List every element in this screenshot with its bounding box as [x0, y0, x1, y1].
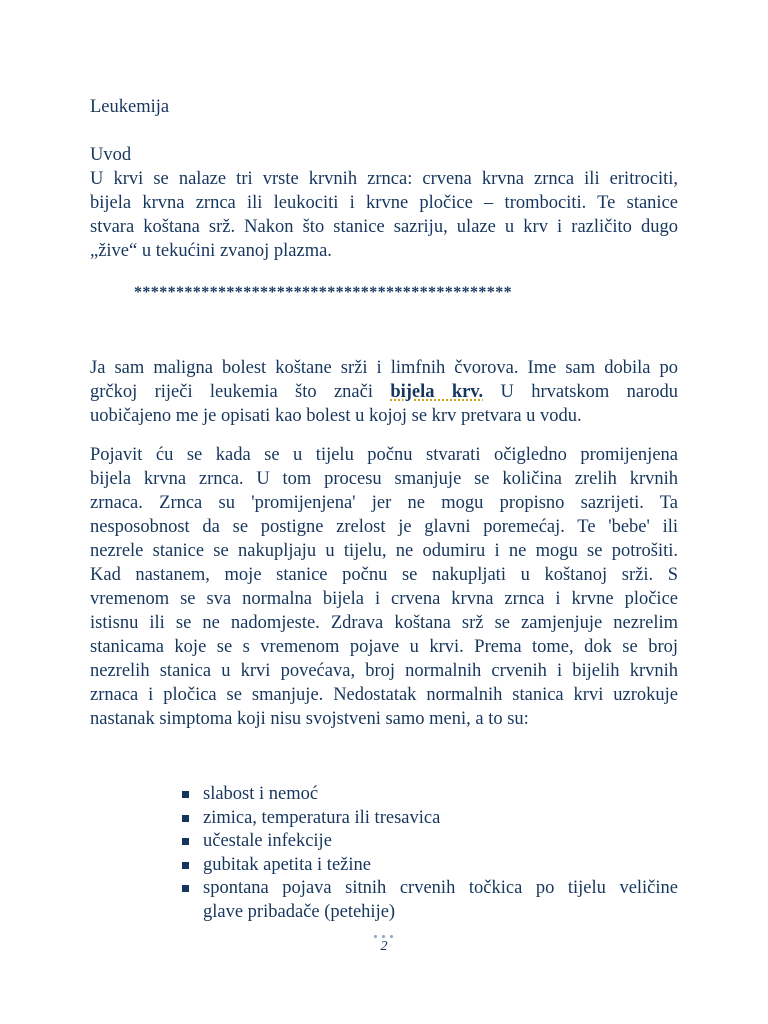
- section-separator: *********************************************: [134, 284, 512, 301]
- square-bullet-icon: [182, 791, 189, 798]
- square-bullet-icon: [182, 885, 189, 892]
- intro-line: stvara koštana srž. Nakon što stanice sazriju, ulaze u krv i različito dugo: [90, 217, 678, 237]
- square-bullet-icon: [182, 815, 189, 822]
- paragraph-line: nastanak simptoma koji nisu svojstveni samo meni, a to su:: [90, 709, 529, 729]
- list-item-text: slabost i nemoć: [203, 784, 319, 804]
- paragraph-line: stanicama koje se s vremenom pojave u krvi. Prema tome, dok se broj: [90, 637, 678, 657]
- intro-line: U krvi se nalaze tri vrste krvnih zrnca: crvena krvna zrnca ili eritrociti,: [90, 169, 678, 189]
- list-item-text: glave pribadače (petehije): [203, 901, 396, 922]
- intro-paragraph: [90, 167, 678, 263]
- emphasis-bijela-krv: bijela krv.: [390, 382, 484, 402]
- paragraph-line-with-emphasis: [90, 380, 678, 404]
- paragraph-one: [90, 356, 678, 428]
- paragraph-line: Kad nastanem, moje stanice počnu se nakupljati u koštanoj srži. S: [90, 565, 678, 585]
- list-item-text: zimica, temperatura ili tresavica: [203, 807, 441, 828]
- list-item: [180, 877, 678, 924]
- paragraph-line: nesposobnost da se postigne zrelost je glavni poremećaj. Te 'bebe' ili: [90, 517, 678, 537]
- paragraph-line: Ja sam maligna bolest koštane srži i limfnih čvorova. Ime sam dobila po: [90, 358, 678, 378]
- list-item-text: učestale infekcije: [203, 831, 332, 852]
- list-item: [180, 830, 678, 854]
- list-item: [180, 783, 678, 807]
- symptom-list: [180, 783, 678, 925]
- paragraph-line: zrnaca. Zrnca su 'promijenjena' jer ne mogu propisno sazrijeti. Ta: [90, 493, 678, 513]
- square-bullet-icon: [182, 862, 189, 869]
- intro-line: bijela krvna zrnca ili leukociti i krvne pločice – trombociti. Te stanice: [90, 193, 678, 213]
- paragraph-line: zrnaca i pločica se smanjuje. Nedostatak normalnih stanica krvi uzrokuje: [90, 685, 678, 705]
- paragraph-line: bijela krvna zrnca. U tom procesu smanjuje se količina zrelih krvnih: [90, 469, 678, 489]
- paragraph-line: nezrele stanice se nakupljaju u tijelu, ne odumiru i ne mogu se potrošiti.: [90, 541, 678, 561]
- page-number: [368, 933, 400, 955]
- paragraph-line: istisnu ili se ne nadomjeste. Zdrava koštana srž se zamjenjuje nezrelim: [90, 613, 678, 633]
- paragraph-text: U hrvatskom narodu: [483, 382, 678, 402]
- paragraph-text: grčkoj riječi leukemia što znači: [90, 382, 391, 402]
- intro-line: „žive“ u tekućini zvanoj plazma.: [90, 241, 332, 261]
- paragraph-line: Pojavit ću se kada se u tijelu počnu stvarati očigledno promijenjena: [90, 445, 678, 465]
- list-item-text: gubitak apetita i težine: [203, 854, 371, 875]
- square-bullet-icon: [182, 838, 189, 845]
- section-heading-uvod: Uvod: [90, 145, 132, 165]
- paragraph-two: [90, 443, 678, 731]
- list-item-text: spontana pojava sitnih crvenih točkica po tijelu veličine: [203, 878, 678, 899]
- paragraph-line: nezrelih stanica u krvi povećava, broj normalnih crvenih i bijelih krvnih: [90, 661, 678, 681]
- paragraph-line: vremenom se sva normalna bijela i crvena krvna zrnca i krvne pločice: [90, 589, 678, 609]
- list-item: [180, 854, 678, 878]
- page-number-value: 2: [380, 939, 388, 954]
- page-number-dots: [368, 933, 400, 939]
- paragraph-line: uobičajeno me je opisati kao bolest u kojoj se krv pretvara u vodu.: [90, 406, 582, 426]
- list-item: [180, 807, 678, 831]
- document-title: Leukemija: [90, 97, 170, 117]
